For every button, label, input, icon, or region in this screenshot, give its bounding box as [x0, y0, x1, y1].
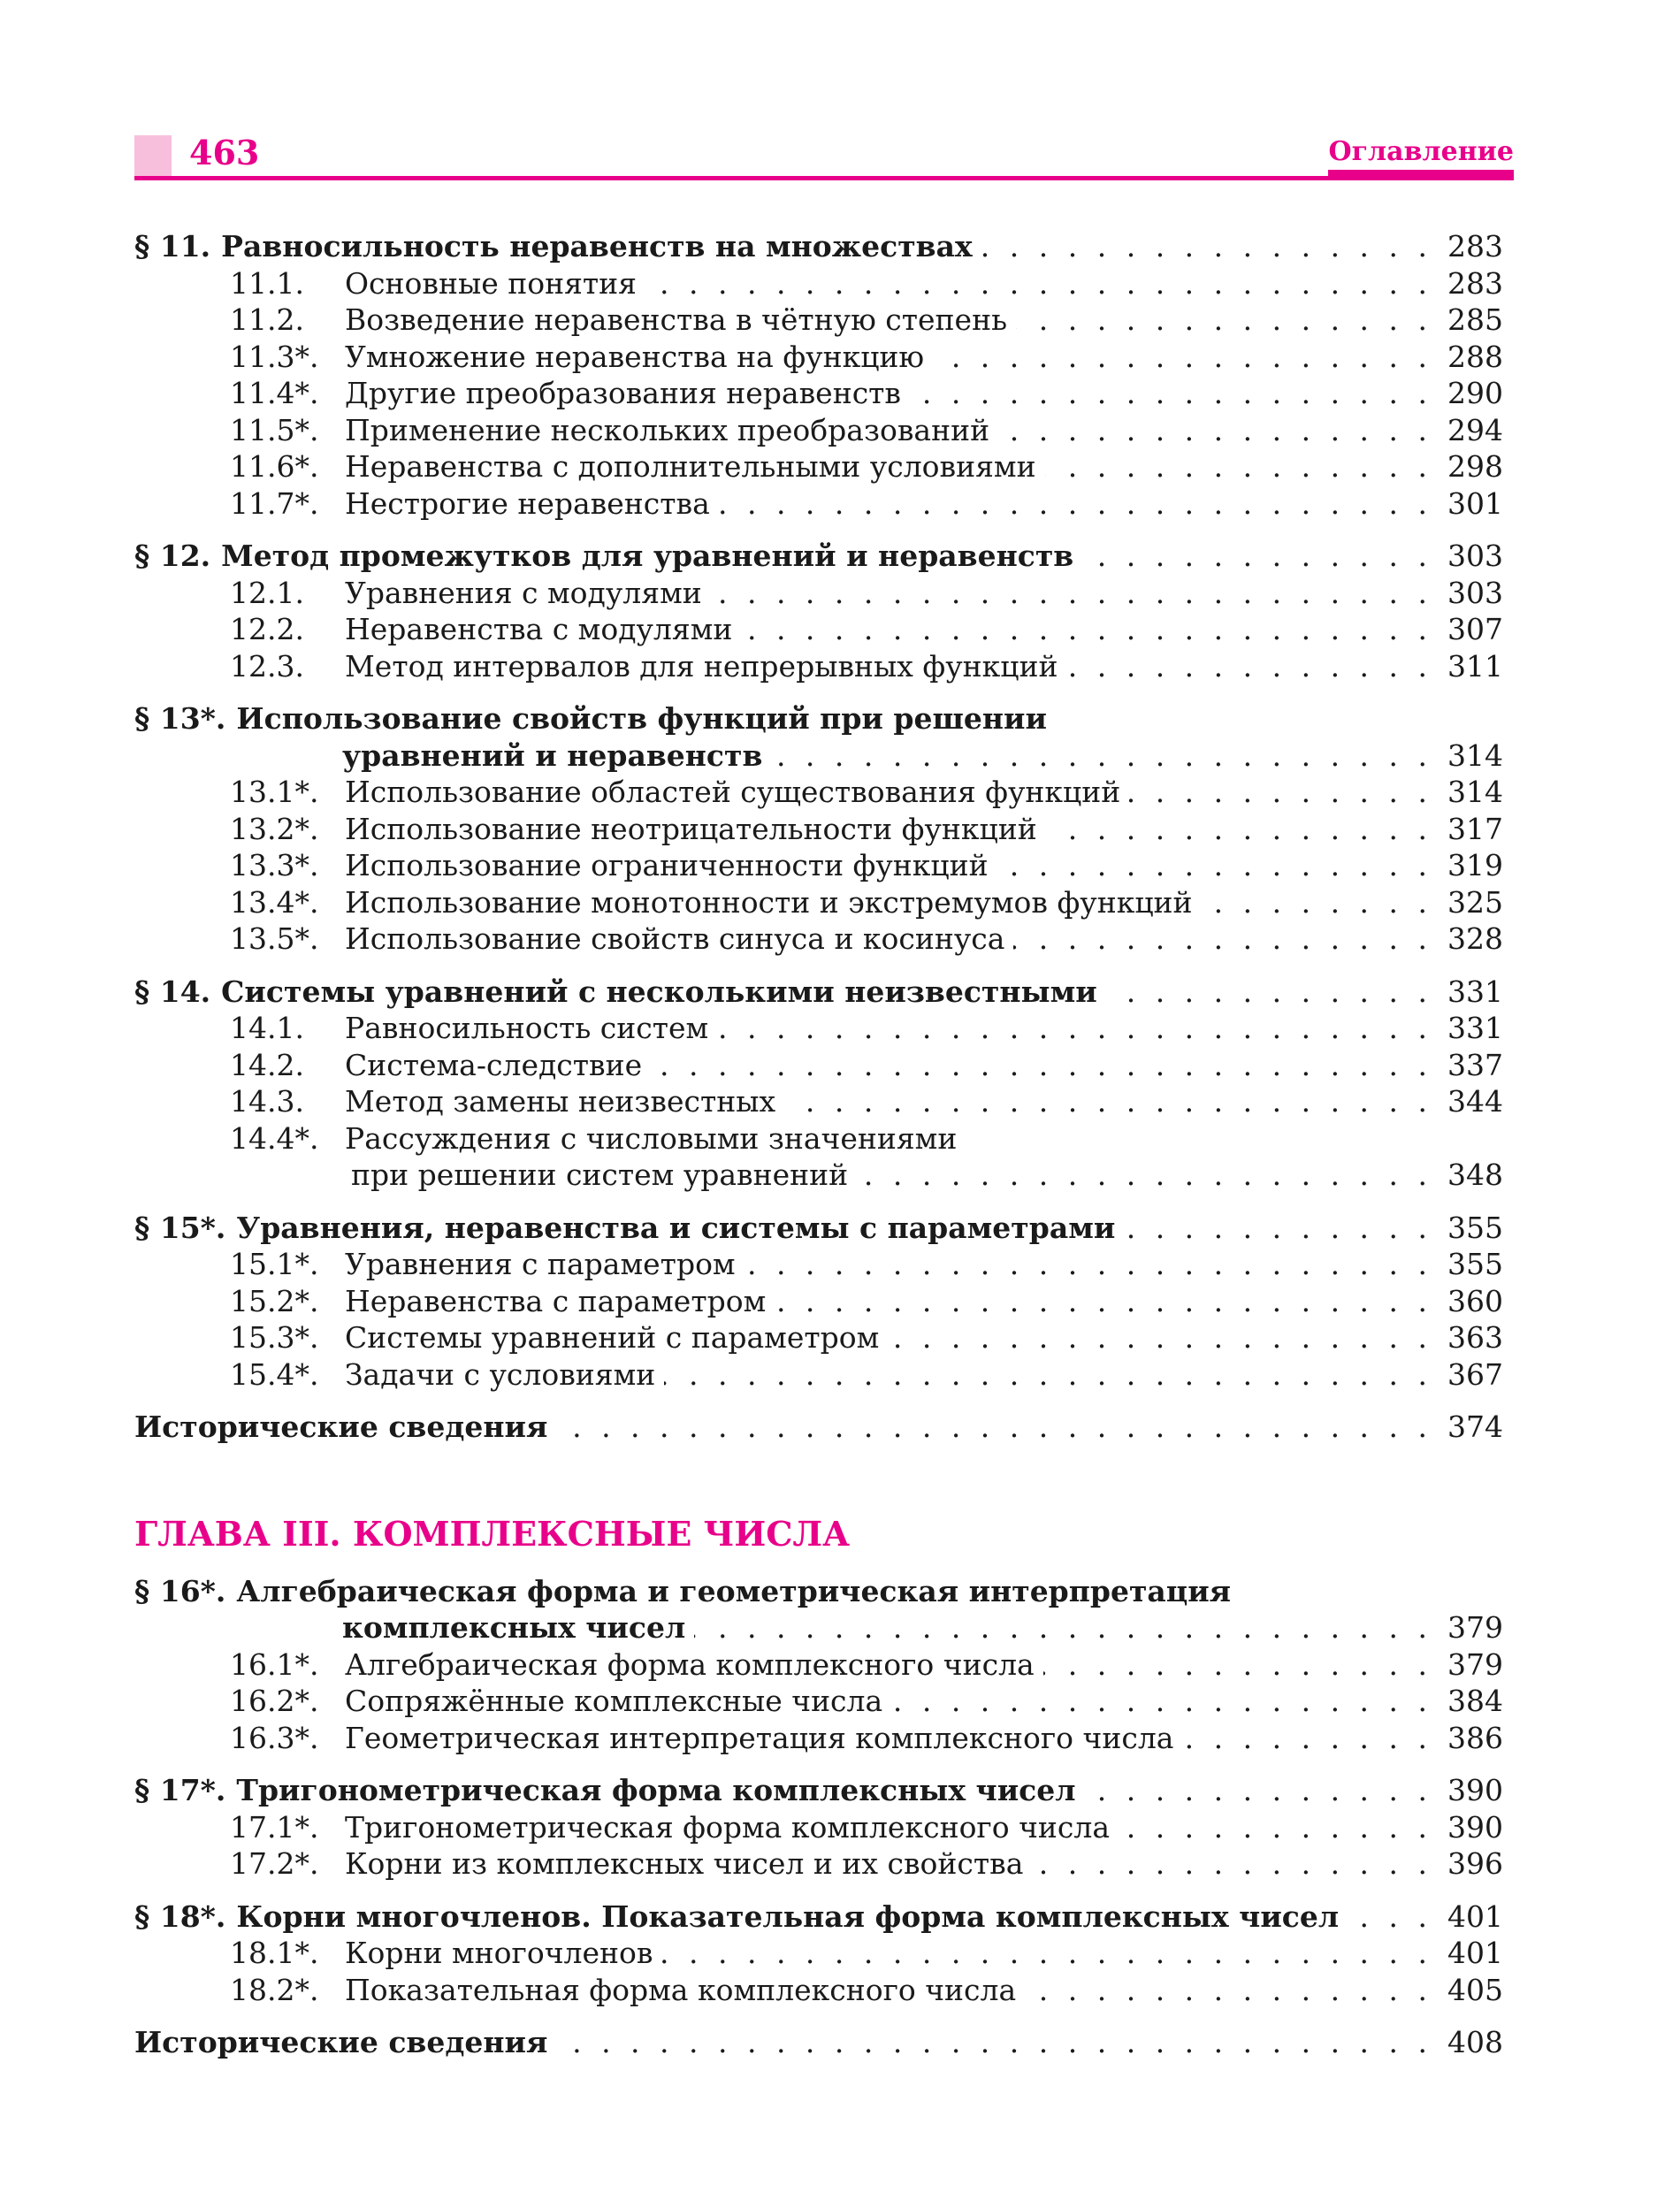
page-ref: 360 — [1447, 1283, 1503, 1318]
page-ref: 298 — [1447, 449, 1503, 484]
leader-dots — [1085, 1772, 1427, 1809]
page-ref: 290 — [1447, 376, 1503, 410]
leader-dots — [1082, 538, 1427, 575]
header-tab-bar — [1328, 170, 1514, 180]
page-ref: 355 — [1447, 1210, 1503, 1245]
leader-dots — [1124, 1210, 1427, 1247]
page-ref: 355 — [1447, 1247, 1503, 1281]
leader-dots — [891, 1683, 1427, 1720]
page-ref: 294 — [1447, 412, 1503, 447]
toc-item[interactable]: 11.2. Возведение неравенства в чётную степень . . . 285 — [134, 302, 1503, 339]
toc-item[interactable]: 12.1. Уравнения с модулями . . . 303 — [134, 575, 1503, 612]
leader-dots — [888, 1319, 1427, 1356]
toc-section[interactable]: § 18*. Корни многочленов. Показательная форма комплексных чисел . . . 401 — [134, 1898, 1503, 1936]
page-ref: 301 — [1447, 485, 1503, 521]
toc-section[interactable]: § 13*. Использование свойств функций при решении — [134, 701, 1048, 736]
page-ref: 405 — [1447, 1972, 1503, 2007]
page-ref: 311 — [1447, 648, 1503, 684]
toc-item[interactable]: 13.1*. Использование областей существования функций . . . 314 — [134, 774, 1503, 811]
leader-dots — [1066, 648, 1427, 685]
page-ref: 390 — [1447, 1773, 1503, 1807]
page-ref: 396 — [1447, 1846, 1503, 1881]
leader-dots — [1045, 448, 1427, 485]
leader-dots — [998, 412, 1427, 449]
toc-item[interactable]: 14.3. Метод замены неизвестных . . . 344 — [134, 1083, 1503, 1120]
toc-item[interactable]: 16.1*. Алгебраическая форма комплексного числа . . . 379 — [134, 1646, 1503, 1684]
page-ref: 328 — [1447, 921, 1503, 956]
page-ref: 379 — [1447, 1646, 1503, 1682]
page-ref: 401 — [1447, 1936, 1503, 1970]
toc-historical-notes[interactable]: Исторические сведения . . . 374 — [134, 1409, 1503, 1446]
leader-dots — [981, 228, 1427, 265]
leader-dots — [1106, 974, 1427, 1011]
leader-dots — [1202, 884, 1427, 921]
toc-section[interactable]: § 17*. Тригонометрическая форма комплексных чисел . . . 390 — [134, 1772, 1503, 1809]
toc-section[interactable]: § 14. Системы уравнений с несколькими неизвестными . . . 331 — [134, 974, 1503, 1011]
page-ref: 314 — [1447, 775, 1503, 809]
toc-item[interactable]: 15.2*. Неравенства с параметром . . . 360 — [134, 1283, 1503, 1320]
page-ref: 283 — [1447, 229, 1503, 264]
toc-item[interactable]: 13.5*. Использование свойств синуса и косинуса . . . 328 — [134, 920, 1503, 958]
leader-dots — [745, 1246, 1427, 1283]
leader-dots — [771, 737, 1427, 775]
page-ref: 303 — [1447, 575, 1503, 610]
leader-dots — [719, 485, 1427, 523]
toc-item[interactable]: 13.2*. Использование неотрицательности функций . . . 317 — [134, 811, 1503, 848]
toc-item[interactable]: 12.3. Метод интервалов для непрерывных функций . . . 311 — [134, 648, 1503, 685]
page-ref: 285 — [1447, 302, 1503, 337]
leader-dots — [1025, 1972, 1427, 2009]
toc-item[interactable]: 13.3*. Использование ограниченности функций . . . 319 — [134, 847, 1503, 884]
leader-dots — [784, 1083, 1427, 1120]
leader-dots — [1043, 1646, 1427, 1684]
page-ref: 319 — [1447, 848, 1503, 882]
page-ref: 401 — [1447, 1898, 1503, 1934]
leader-dots — [556, 1409, 1427, 1446]
page-ref: 331 — [1447, 974, 1503, 1009]
page-ref: 337 — [1447, 1047, 1503, 1082]
leader-dots — [711, 575, 1427, 612]
leader-dots — [775, 1283, 1427, 1320]
page-ref: 344 — [1447, 1084, 1503, 1119]
toc-item[interactable]: 11.7*. Нестрогие неравенства . . . 301 — [134, 485, 1503, 523]
toc-item[interactable]: 15.4*. Задачи с условиями . . . 367 — [134, 1356, 1503, 1394]
page-ref: 314 — [1447, 737, 1503, 773]
toc-section-continuation[interactable]: уравнений и неравенств . . . 314 — [134, 737, 1503, 775]
leader-dots — [1016, 302, 1427, 339]
leader-dots — [1348, 1898, 1427, 1936]
leader-dots — [1013, 920, 1427, 958]
leader-dots — [1032, 1845, 1427, 1883]
toc-item[interactable]: 16.2*. Сопряжённые комплексные числа . . . 384 — [134, 1683, 1503, 1720]
toc-item[interactable]: 16.3*. Геометрическая интерпретация комплексного числа . . . 386 — [134, 1720, 1503, 1757]
leader-dots — [1119, 1809, 1427, 1846]
toc-section-continuation[interactable]: комплексных чисел . . . 379 — [134, 1609, 1503, 1646]
toc-item-continuation[interactable]: при решении систем уравнений . . . 348 — [134, 1157, 1503, 1194]
page-ref: 325 — [1447, 884, 1503, 920]
toc-item[interactable]: 11.5*. Применение нескольких преобразований . . . 294 — [134, 412, 1503, 449]
toc-item[interactable]: 14.2. Система-следствие . . . 337 — [134, 1047, 1503, 1084]
leader-dots — [694, 1609, 1427, 1646]
toc-item[interactable]: 17.1*. Тригонометрическая форма комплексного числа . . . 390 — [134, 1809, 1503, 1846]
leader-dots — [1182, 1720, 1427, 1757]
page-ref: 283 — [1447, 265, 1503, 301]
toc-section[interactable]: § 15*. Уравнения, неравенства и системы с параметрами . . . 355 — [134, 1210, 1503, 1247]
page-header — [134, 133, 1514, 179]
toc-item[interactable]: 11.4*. Другие преобразования неравенств . . . 290 — [134, 375, 1503, 412]
leader-dots — [664, 1356, 1427, 1394]
page-ref: 374 — [1447, 1409, 1503, 1444]
page-ref: 331 — [1447, 1011, 1503, 1045]
page-ref: 408 — [1447, 2025, 1503, 2059]
page-ref: 307 — [1447, 612, 1503, 646]
page-number-marker — [134, 135, 172, 176]
chapter-heading[interactable]: ГЛАВА III. КОМПЛЕКСНЫЕ ЧИСЛА — [134, 1513, 851, 1554]
toc-item[interactable]: 11.3*. Умножение неравенства на функцию . . . 288 — [134, 339, 1503, 376]
toc-item[interactable]: 13.4*. Использование монотонности и экстремумов функций . . . 325 — [134, 884, 1503, 921]
running-title: Оглавление — [1328, 136, 1514, 167]
leader-dots — [857, 1157, 1427, 1194]
leader-dots — [651, 1047, 1427, 1084]
toc-section[interactable]: § 12. Метод промежутков для уравнений и неравенств . . . 303 — [134, 538, 1503, 575]
toc-section[interactable]: § 11. Равносильность неравенств на множествах . . . 283 — [134, 228, 1503, 265]
leader-dots — [933, 339, 1427, 376]
toc-item[interactable]: 14.1. Равносильность систем . . . 331 — [134, 1010, 1503, 1047]
page-ref: 379 — [1447, 1610, 1503, 1645]
table-of-contents — [134, 228, 1503, 2061]
toc-item[interactable]: 17.2*. Корни из комплексных чисел и их свойства . . . 396 — [134, 1845, 1503, 1883]
leader-dots — [997, 847, 1427, 884]
header-rule — [134, 176, 1514, 180]
leader-dots — [1046, 811, 1427, 848]
toc-historical-notes[interactable]: Исторические сведения . . . 408 — [134, 2024, 1503, 2061]
page-ref: 384 — [1447, 1684, 1503, 1718]
page-ref: 317 — [1447, 811, 1503, 846]
leader-dots — [1129, 774, 1427, 811]
leader-dots — [661, 1935, 1427, 1972]
toc-item[interactable]: 15.3*. Системы уравнений с параметром . . . 363 — [134, 1319, 1503, 1356]
leader-dots — [645, 265, 1427, 302]
toc-item[interactable]: 14.4*. Рассуждения с числовыми значениями — [230, 1120, 958, 1156]
page-ref: 348 — [1447, 1157, 1503, 1192]
toc-section[interactable]: § 16*. Алгебраическая форма и геометрическая интерпретация — [134, 1573, 1232, 1608]
leader-dots — [910, 375, 1427, 412]
page-number: 463 — [189, 133, 260, 172]
leader-dots — [717, 1010, 1427, 1047]
page-ref: 288 — [1447, 339, 1503, 374]
page-ref: 303 — [1447, 539, 1503, 573]
page-ref: 386 — [1447, 1720, 1503, 1755]
toc-item[interactable]: 11.1. Основные понятия . . . 283 — [134, 265, 1503, 302]
toc-item[interactable]: 12.2. Неравенства с модулями . . . 307 — [134, 611, 1503, 648]
page-ref: 367 — [1447, 1356, 1503, 1392]
toc-item[interactable]: 15.1*. Уравнения с параметром . . . 355 — [134, 1246, 1503, 1283]
page-ref: 363 — [1447, 1320, 1503, 1355]
leader-dots — [741, 611, 1427, 648]
leader-dots — [556, 2024, 1427, 2061]
toc-item[interactable]: 18.2*. Показательная форма комплексного числа . . . 405 — [134, 1972, 1503, 2009]
toc-item[interactable]: 18.1*. Корни многочленов . . . 401 — [134, 1935, 1503, 1972]
toc-item[interactable]: 11.6*. Неравенства с дополнительными условиями . . . 298 — [134, 448, 1503, 485]
page-ref: 390 — [1447, 1809, 1503, 1845]
